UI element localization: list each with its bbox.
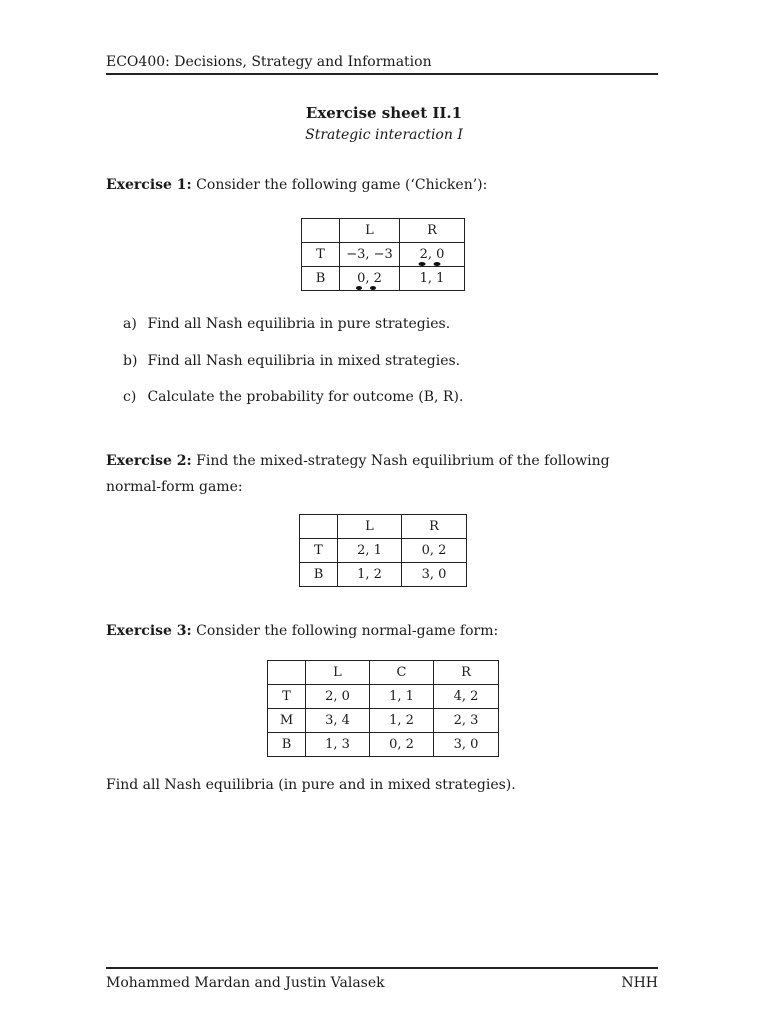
list-item [123, 350, 463, 387]
item-label: b) [123, 352, 138, 369]
row-header: T [300, 539, 338, 563]
exercise-2-heading [106, 448, 658, 500]
payoff-cell: 1, 1 [400, 267, 465, 291]
table-row [302, 267, 465, 291]
table-row [268, 709, 499, 733]
list-item [123, 313, 463, 350]
exercise-3-question: Find all Nash equilibria (in pure and in mixed strategies). [106, 777, 516, 793]
exercise-2-text: Find the mixed-strategy Nash equilibrium of the following normal-form game: [106, 453, 610, 495]
col-header: L [340, 219, 400, 243]
payoff-cell: 1, 1 [370, 685, 434, 709]
exercise-1-items [123, 313, 463, 423]
col-header: R [402, 515, 467, 539]
exercise-3-text: Consider the following normal-game form: [196, 623, 499, 639]
payoff-cell: 3, 4 [306, 709, 370, 733]
page-title: Exercise sheet II.1 [305, 104, 463, 122]
footer-authors: Mohammed Mardan and Justin Valasek [106, 975, 385, 991]
exercise-3-heading [106, 618, 658, 644]
exercise-1-heading [106, 172, 658, 198]
exercise-3-label: Exercise 3: [106, 623, 192, 639]
payoff-cell: 3, 0 [402, 563, 467, 587]
table-row [300, 539, 467, 563]
payoff-cell [340, 267, 400, 291]
payoff-cell: 1, 3 [306, 733, 370, 757]
row-header: B [302, 267, 340, 291]
payoff-cell: 3, 0 [434, 733, 499, 757]
marked-payoff [420, 247, 445, 262]
item-text: Find all Nash equilibria in mixed strategies. [147, 352, 461, 369]
list-item [123, 386, 463, 423]
footer-rule [106, 967, 658, 969]
marked-payoff [357, 271, 382, 286]
row-header: M [268, 709, 306, 733]
payoff-text: 0, 2 [357, 271, 382, 286]
payoff-text: 2, 0 [419, 247, 445, 262]
payoff-cell: 0, 2 [370, 733, 434, 757]
col-header: C [370, 661, 434, 685]
table-row [268, 685, 499, 709]
col-header: R [400, 219, 465, 243]
payoff-cell: 1, 2 [370, 709, 434, 733]
payoff-cell: 1, 2 [338, 563, 402, 587]
table-row [300, 563, 467, 587]
item-label: a) [123, 316, 137, 332]
table-header-row [300, 515, 467, 539]
payoff-cell: 2, 1 [338, 539, 402, 563]
row-header: T [302, 243, 340, 267]
running-head: ECO400: Decisions, Strategy and Information [106, 54, 432, 70]
game-table-1 [301, 218, 465, 291]
table-header-row [302, 219, 465, 243]
payoff-cell: 2, 3 [434, 709, 499, 733]
payoff-cell [400, 243, 465, 267]
table-row [268, 733, 499, 757]
corner-cell [268, 661, 306, 685]
game-table-2 [299, 514, 467, 587]
exercise-1-text: Consider the following game (‘Chicken’): [196, 177, 488, 193]
ink-dots-icon [418, 261, 442, 267]
footer-institution: NHH [621, 975, 658, 991]
exercise-2-label: Exercise 2: [106, 453, 192, 469]
item-text: Calculate the probability for outcome (B, R). [147, 389, 464, 405]
payoff-cell: 0, 2 [402, 539, 467, 563]
corner-cell [302, 219, 340, 243]
col-header: R [434, 661, 499, 685]
table-header-row [268, 661, 499, 685]
row-header: B [300, 563, 338, 587]
payoff-cell: 4, 2 [434, 685, 499, 709]
col-header: L [306, 661, 370, 685]
corner-cell [300, 515, 338, 539]
header-rule [106, 73, 658, 75]
table-row [302, 243, 465, 267]
exercise-1-label: Exercise 1: [106, 177, 192, 193]
ink-dots-icon [355, 285, 379, 291]
row-header: B [268, 733, 306, 757]
row-header: T [268, 685, 306, 709]
payoff-cell: 2, 0 [306, 685, 370, 709]
item-label: c) [123, 389, 137, 405]
item-text: Find all Nash equilibria in pure strategies. [147, 316, 451, 332]
payoff-cell: −3, −3 [340, 243, 400, 267]
col-header: L [338, 515, 402, 539]
game-table-3 [267, 660, 499, 757]
page-subtitle: Strategic interaction I [305, 127, 463, 143]
